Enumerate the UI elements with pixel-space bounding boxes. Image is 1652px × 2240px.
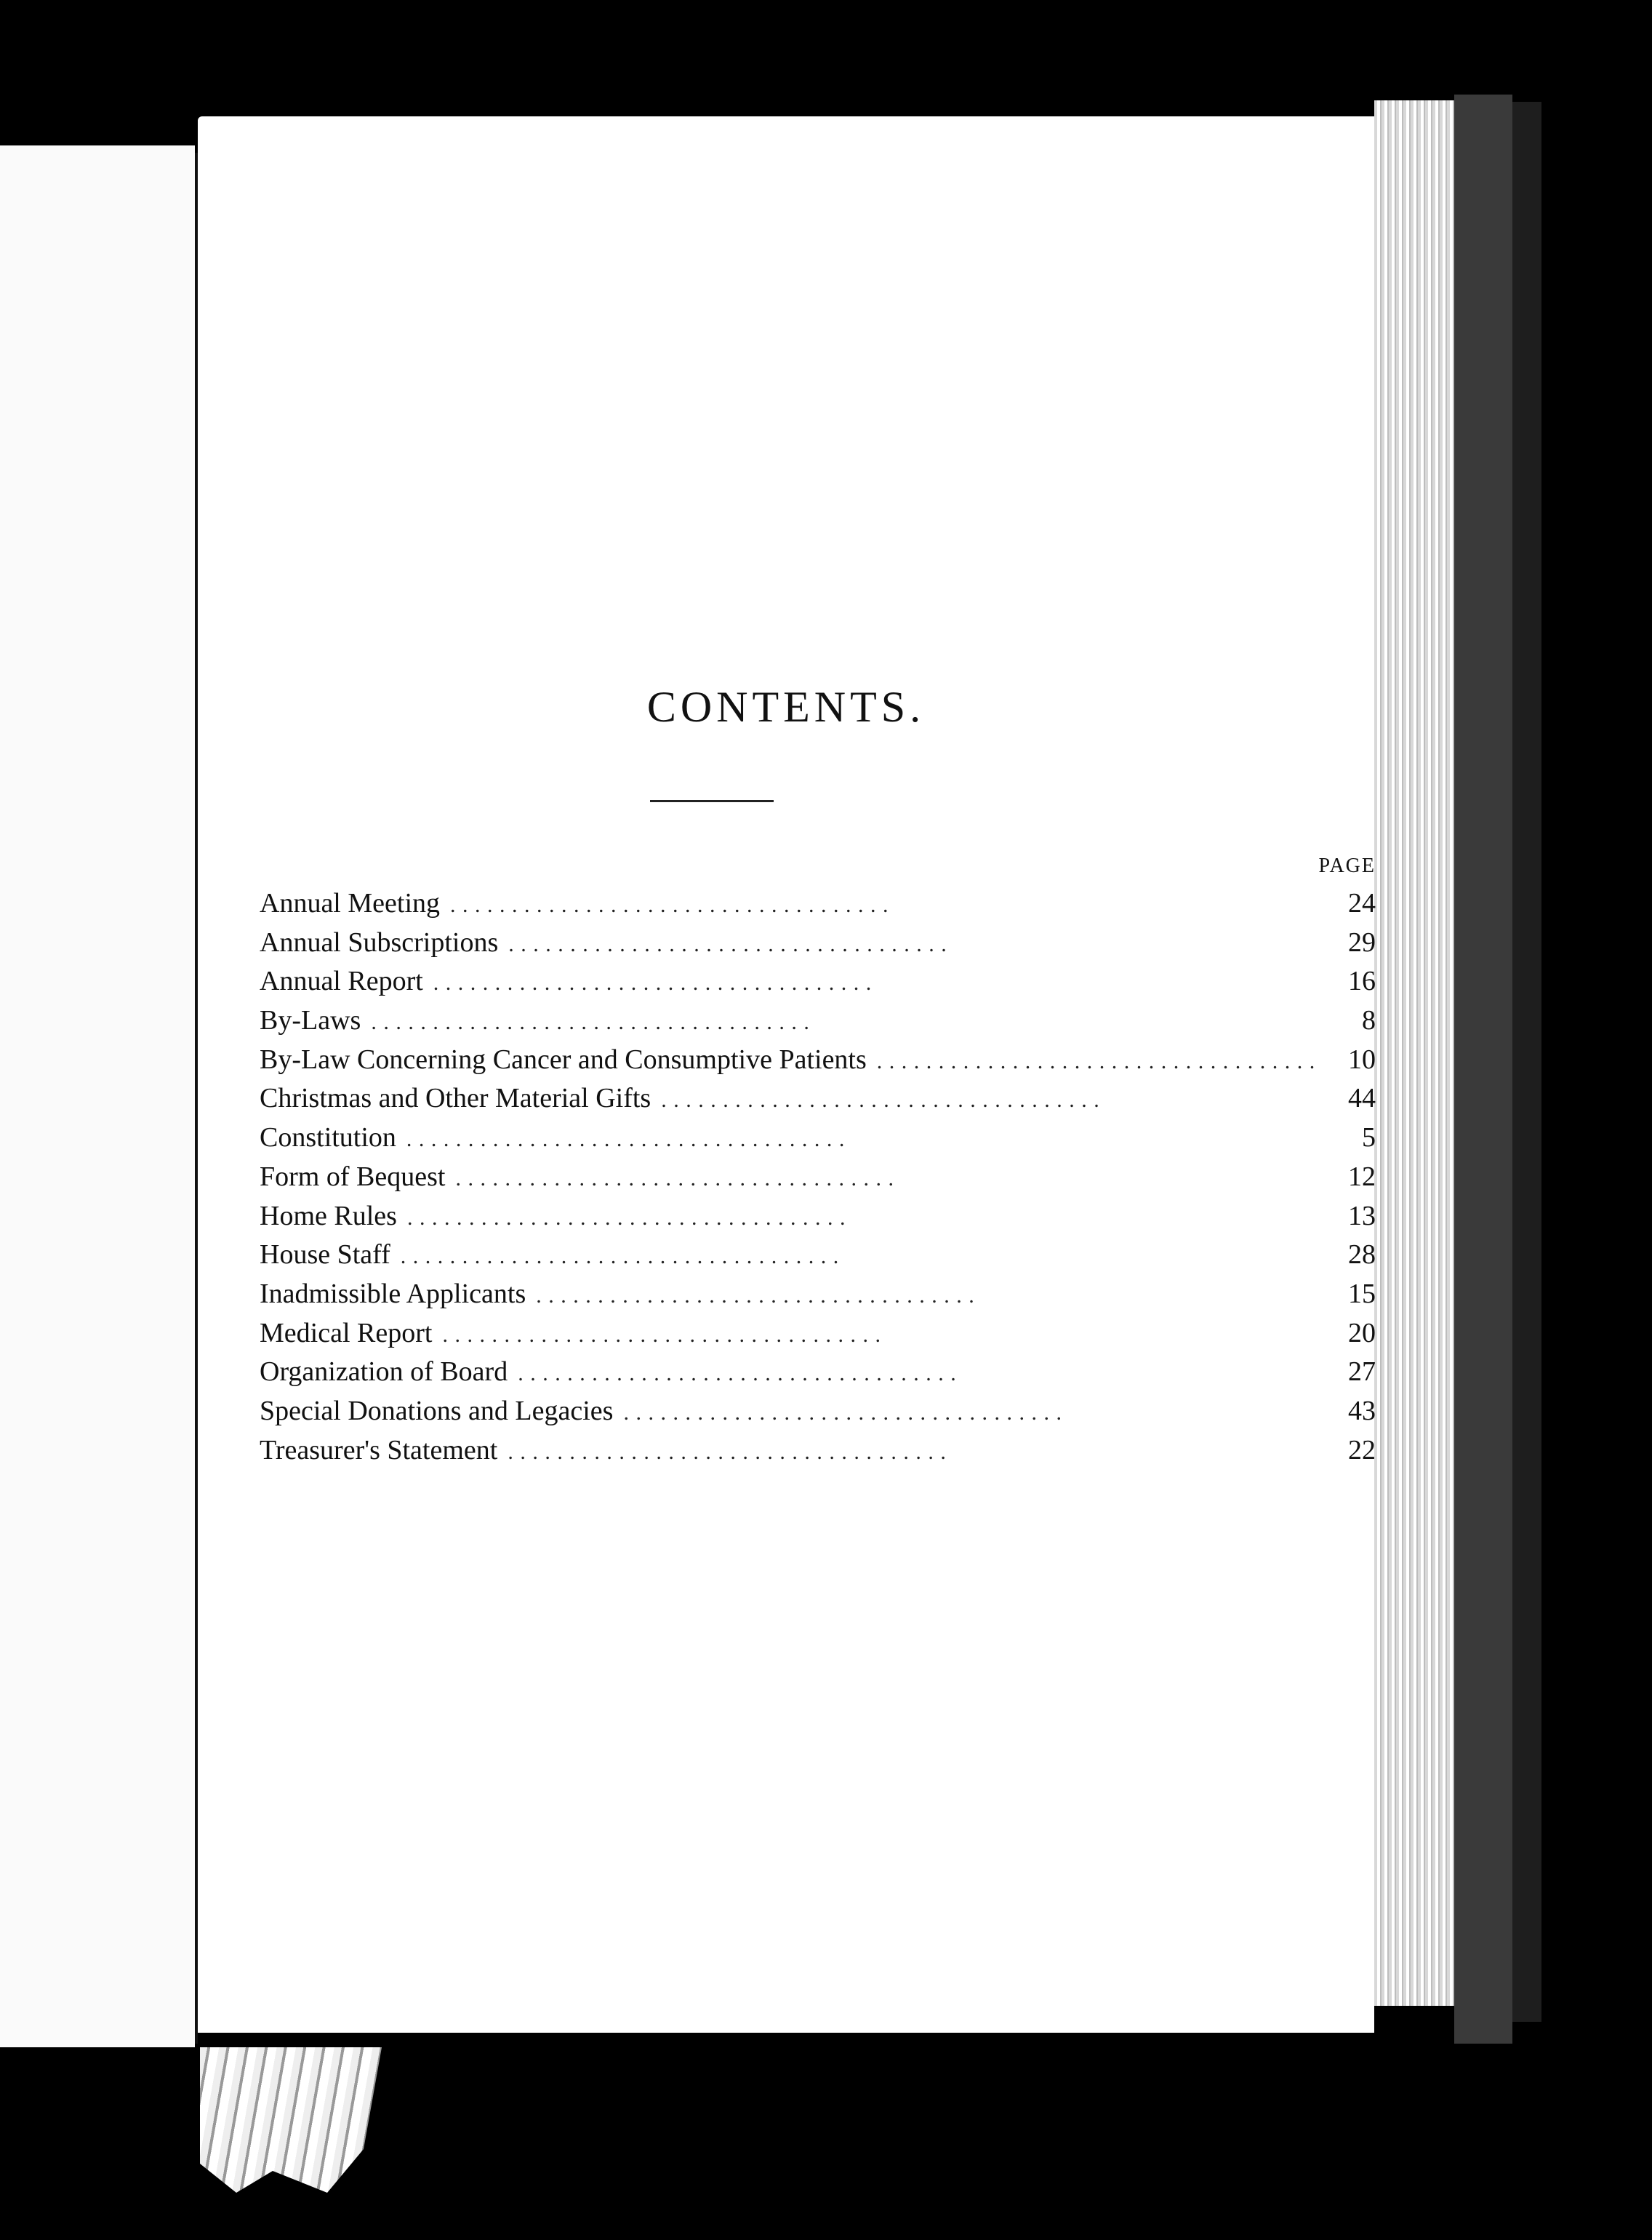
toc-entry-title: House Staff xyxy=(260,1239,390,1271)
toc-entry-page: 16 xyxy=(1348,966,1376,997)
toc-entry xyxy=(260,1082,1376,1121)
table-of-contents xyxy=(260,887,1376,1473)
toc-dot-leader: . . . . . . . . . . . . . . . . . . . . . . . . . . . . . . . . . . . . xyxy=(508,932,947,956)
toc-dot-leader: . . . . . . . . . . . . . . . . . . . . . . . . . . . . . . . . . . . . xyxy=(876,1049,1316,1073)
toc-entry-page: 22 xyxy=(1348,1434,1376,1465)
toc-dot-leader: . . . . . . . . . . . . . . . . . . . . . . . . . . . . . . . . . . . . xyxy=(400,1244,840,1269)
toc-entry xyxy=(260,1121,1376,1161)
toc-entry-title: Special Donations and Legacies xyxy=(260,1395,614,1426)
toc-dot-leader: . . . . . . . . . . . . . . . . . . . . . . . . . . . . . . . . . . . . xyxy=(406,1127,846,1152)
toc-entry xyxy=(260,887,1376,927)
toc-entry-page: 44 xyxy=(1348,1083,1376,1114)
toc-dot-leader: . . . . . . . . . . . . . . . . . . . . . . . . . . . . . . . . . . . . xyxy=(450,893,889,917)
toc-entry-title: Annual Report xyxy=(260,966,423,997)
toc-entry-page: 13 xyxy=(1348,1200,1376,1231)
toc-entry xyxy=(260,1161,1376,1200)
toc-entry xyxy=(260,1317,1376,1356)
toc-entry-page: 10 xyxy=(1348,1044,1376,1075)
toc-dot-leader: . . . . . . . . . . . . . . . . . . . . . . . . . . . . . . . . . . . . xyxy=(442,1322,881,1347)
book-cover-inner xyxy=(1512,102,1541,2022)
toc-entry-title: Form of Bequest xyxy=(260,1161,446,1192)
toc-entry-title: Treasurer's Statement xyxy=(260,1434,498,1465)
toc-entry xyxy=(260,1434,1376,1473)
toc-entry xyxy=(260,1200,1376,1239)
toc-dot-leader: . . . . . . . . . . . . . . . . . . . . . . . . . . . . . . . . . . . . xyxy=(508,1439,947,1464)
toc-dot-leader: . . . . . . . . . . . . . . . . . . . . . . . . . . . . . . . . . . . . xyxy=(536,1283,975,1308)
facing-page-left xyxy=(0,145,195,2047)
toc-dot-leader: . . . . . . . . . . . . . . . . . . . . . . . . . . . . . . . . . . . . xyxy=(406,1205,846,1230)
page-title: CONTENTS. xyxy=(646,683,926,731)
book-cover xyxy=(1454,95,1512,2044)
torn-page-edges xyxy=(200,2047,382,2193)
toc-entry-page: 12 xyxy=(1348,1161,1376,1192)
toc-entry-page: 29 xyxy=(1348,927,1376,958)
toc-entry-page: 8 xyxy=(1362,1005,1376,1036)
title-rule xyxy=(650,800,774,802)
toc-entry-title: Constitution xyxy=(260,1122,396,1153)
toc-entry-title: Medical Report xyxy=(260,1317,433,1348)
toc-entry xyxy=(260,1356,1376,1395)
toc-entry-title: Annual Meeting xyxy=(260,888,441,919)
page-edges xyxy=(1374,100,1454,2006)
toc-entry-title: By-Laws xyxy=(260,1005,361,1036)
toc-entry-title: Home Rules xyxy=(260,1200,397,1231)
toc-entry xyxy=(260,965,1376,1004)
toc-entry xyxy=(260,1395,1376,1434)
toc-entry xyxy=(260,1044,1376,1083)
toc-dot-leader: . . . . . . . . . . . . . . . . . . . . . . . . . . . . . . . . . . . . xyxy=(455,1166,894,1191)
toc-entry xyxy=(260,1239,1376,1278)
contents-page xyxy=(198,116,1374,2033)
toc-entry-title: Inadmissible Applicants xyxy=(260,1278,526,1309)
toc-entry-title: Christmas and Other Material Gifts xyxy=(260,1083,651,1114)
toc-entry-page: 15 xyxy=(1348,1278,1376,1309)
toc-entry-page: 27 xyxy=(1348,1356,1376,1388)
toc-dot-leader: . . . . . . . . . . . . . . . . . . . . . . . . . . . . . . . . . . . . xyxy=(371,1010,810,1035)
toc-entry-title: Annual Subscriptions xyxy=(260,927,499,958)
toc-entry-title: Organization of Board xyxy=(260,1356,508,1388)
toc-dot-leader: . . . . . . . . . . . . . . . . . . . . . . . . . . . . . . . . . . . . xyxy=(661,1088,1100,1113)
toc-entry xyxy=(260,1004,1376,1044)
toc-entry xyxy=(260,927,1376,966)
toc-entry-page: 5 xyxy=(1362,1122,1376,1153)
toc-dot-leader: . . . . . . . . . . . . . . . . . . . . . . . . . . . . . . . . . . . . xyxy=(518,1361,957,1386)
toc-dot-leader: . . . . . . . . . . . . . . . . . . . . . . . . . . . . . . . . . . . . xyxy=(623,1400,1062,1425)
toc-entry-page: 28 xyxy=(1348,1239,1376,1271)
toc-entry-page: 43 xyxy=(1348,1395,1376,1426)
toc-entry-title: By-Law Concerning Cancer and Consumptive Patients xyxy=(260,1044,867,1075)
toc-entry xyxy=(260,1278,1376,1317)
page-column-header: PAGE xyxy=(1318,855,1376,877)
toc-dot-leader: . . . . . . . . . . . . . . . . . . . . . . . . . . . . . . . . . . . . xyxy=(433,971,873,996)
toc-entry-page: 24 xyxy=(1348,888,1376,919)
toc-entry-page: 20 xyxy=(1348,1317,1376,1348)
